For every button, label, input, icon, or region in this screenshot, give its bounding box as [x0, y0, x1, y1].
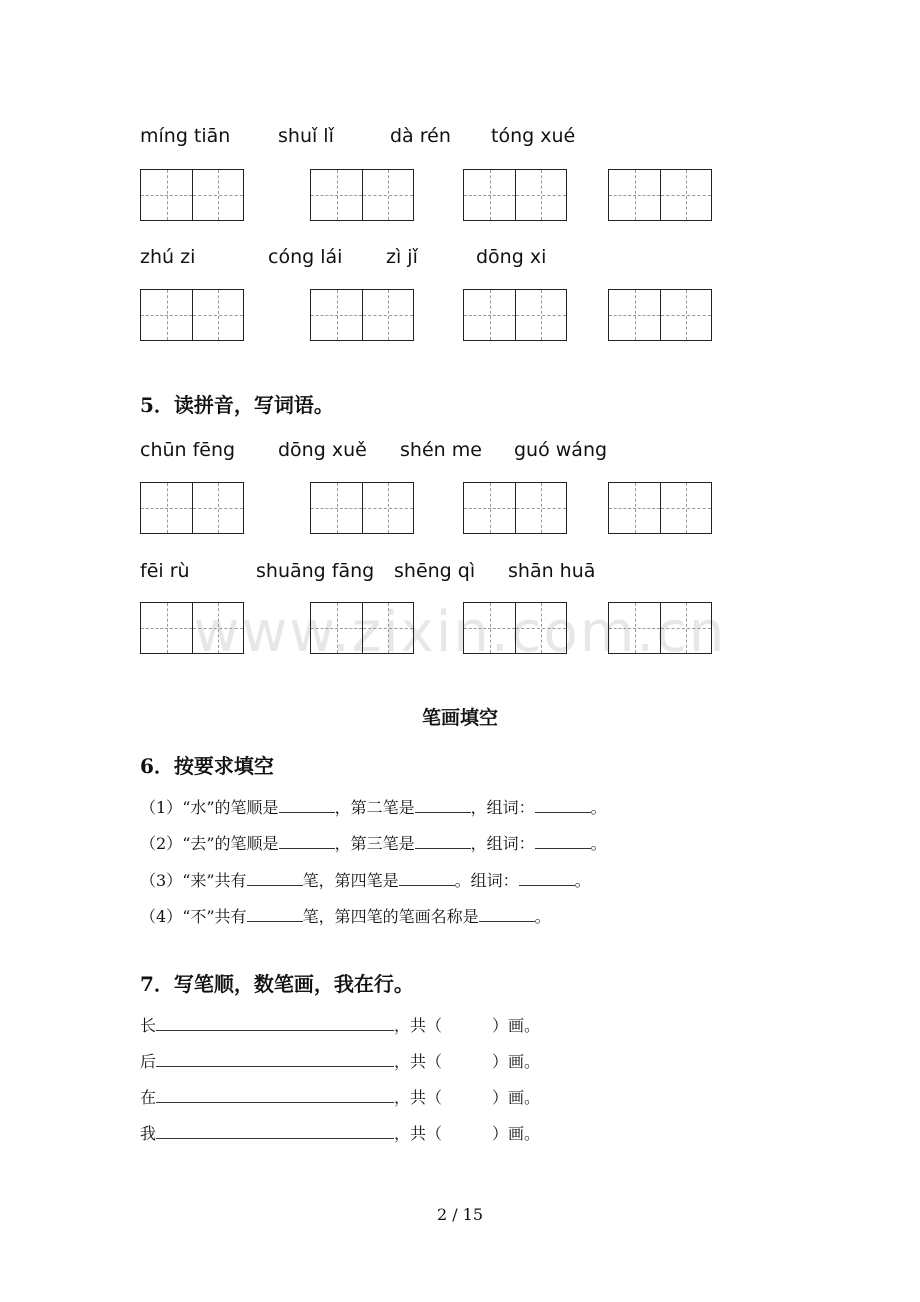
stroke-order-blank[interactable] — [156, 1016, 394, 1031]
writing-box[interactable] — [310, 169, 414, 221]
writing-box[interactable] — [463, 482, 567, 534]
stroke-order-blank[interactable] — [156, 1088, 394, 1103]
item-text: “水”的笔顺是 — [182, 798, 279, 817]
item-text: ，共（ — [394, 1052, 443, 1071]
pinyin-row-1 — [140, 125, 860, 155]
answer-blank[interactable] — [279, 834, 335, 849]
item-number: （3） — [140, 871, 183, 890]
writing-box[interactable] — [140, 169, 244, 221]
answer-blank[interactable] — [399, 871, 455, 886]
q7-item-3 — [140, 1085, 540, 1108]
pinyin-word: dà rén — [390, 125, 451, 147]
q7-item-4 — [140, 1121, 540, 1144]
item-text: ）画。 — [492, 1052, 541, 1071]
question-6-title: 6．按要求填空 — [140, 754, 274, 778]
question-7-title: 7．写笔顺，数笔画，我在行。 — [140, 972, 414, 996]
pinyin-row-3 — [140, 439, 860, 469]
pinyin-word: shān huā — [508, 560, 596, 582]
item-text: ）画。 — [492, 1124, 541, 1143]
q6-item-4 — [140, 904, 551, 927]
item-text: 。 — [574, 871, 591, 890]
watermark: www.zixin.com.cn — [193, 600, 727, 665]
answer-blank[interactable] — [415, 798, 471, 813]
pinyin-word: fēi rù — [140, 560, 190, 582]
pinyin-word: shuāng fāng — [256, 560, 375, 582]
pinyin-word: shuǐ lǐ — [278, 125, 334, 147]
writing-box-row-2 — [0, 289, 920, 345]
pinyin-row-4 — [140, 560, 860, 590]
item-text: ，组词： — [470, 798, 535, 817]
item-text: ）画。 — [492, 1016, 541, 1035]
writing-box[interactable] — [608, 482, 712, 534]
item-text: “去”的笔顺是 — [182, 834, 279, 853]
answer-blank[interactable] — [519, 871, 575, 886]
writing-box[interactable] — [140, 602, 244, 654]
writing-box[interactable] — [608, 602, 712, 654]
section-title: 笔画填空 — [421, 707, 498, 729]
pinyin-word: shén me — [400, 439, 482, 461]
q6-item-2 — [140, 831, 607, 854]
page-number: 2 / 15 — [436, 1205, 484, 1224]
writing-box-row-1 — [0, 169, 920, 225]
answer-blank[interactable] — [415, 834, 471, 849]
item-text: 笔，第四笔是 — [302, 871, 399, 890]
item-text: ，共（ — [394, 1124, 443, 1143]
item-text: ，第三笔是 — [334, 834, 415, 853]
pinyin-word: tóng xué — [491, 125, 576, 147]
item-text: ，组词： — [470, 834, 535, 853]
answer-blank[interactable] — [479, 907, 535, 922]
q6-item-3 — [140, 868, 591, 891]
pinyin-row-2 — [140, 246, 860, 276]
item-text: ，共（ — [394, 1088, 443, 1107]
item-text: ）画。 — [492, 1088, 541, 1107]
answer-blank[interactable] — [247, 907, 303, 922]
item-text: 。 — [534, 907, 551, 926]
answer-blank[interactable] — [279, 798, 335, 813]
answer-blank[interactable] — [535, 798, 591, 813]
stroke-order-blank[interactable] — [156, 1124, 394, 1139]
stroke-order-blank[interactable] — [156, 1052, 394, 1067]
item-text: 笔，第四笔的笔画名称是 — [302, 907, 479, 926]
item-number: （4） — [140, 907, 183, 926]
question-5-title: 5．读拼音，写词语。 — [140, 393, 334, 417]
writing-box-row-3 — [0, 482, 920, 538]
writing-box[interactable] — [140, 482, 244, 534]
writing-box[interactable] — [310, 482, 414, 534]
item-text: “来”共有 — [182, 871, 247, 890]
writing-box[interactable] — [463, 289, 567, 341]
item-text: ，第二笔是 — [334, 798, 415, 817]
item-char: 在 — [140, 1088, 157, 1107]
pinyin-word: guó wáng — [514, 439, 608, 461]
pinyin-word: shēng qì — [394, 560, 476, 582]
writing-box[interactable] — [310, 289, 414, 341]
answer-blank[interactable] — [247, 871, 303, 886]
writing-box[interactable] — [463, 602, 567, 654]
pinyin-word: míng tiān — [140, 125, 231, 147]
pinyin-word: dōng xi — [476, 246, 547, 268]
item-text: “不”共有 — [182, 907, 247, 926]
item-text: 。 — [590, 798, 607, 817]
q7-item-1 — [140, 1013, 540, 1036]
item-text: ，共（ — [394, 1016, 443, 1035]
pinyin-word: zì jǐ — [386, 246, 418, 268]
item-char: 后 — [140, 1052, 157, 1071]
item-text: 。组词： — [454, 871, 519, 890]
writing-box-row-4 — [0, 602, 920, 658]
writing-box[interactable] — [310, 602, 414, 654]
item-number: （1） — [140, 798, 183, 817]
pinyin-word: dōng xuě — [278, 439, 367, 461]
writing-box[interactable] — [463, 169, 567, 221]
item-text: 。 — [590, 834, 607, 853]
item-char: 我 — [140, 1124, 157, 1143]
q7-item-2 — [140, 1049, 540, 1072]
item-number: （2） — [140, 834, 183, 853]
writing-box[interactable] — [140, 289, 244, 341]
pinyin-word: cóng lái — [268, 246, 343, 268]
pinyin-word: chūn fēng — [140, 439, 236, 461]
answer-blank[interactable] — [535, 834, 591, 849]
q6-item-1 — [140, 795, 607, 818]
writing-box[interactable] — [608, 289, 712, 341]
item-char: 长 — [140, 1016, 157, 1035]
writing-box[interactable] — [608, 169, 712, 221]
pinyin-word: zhú zi — [140, 246, 196, 268]
